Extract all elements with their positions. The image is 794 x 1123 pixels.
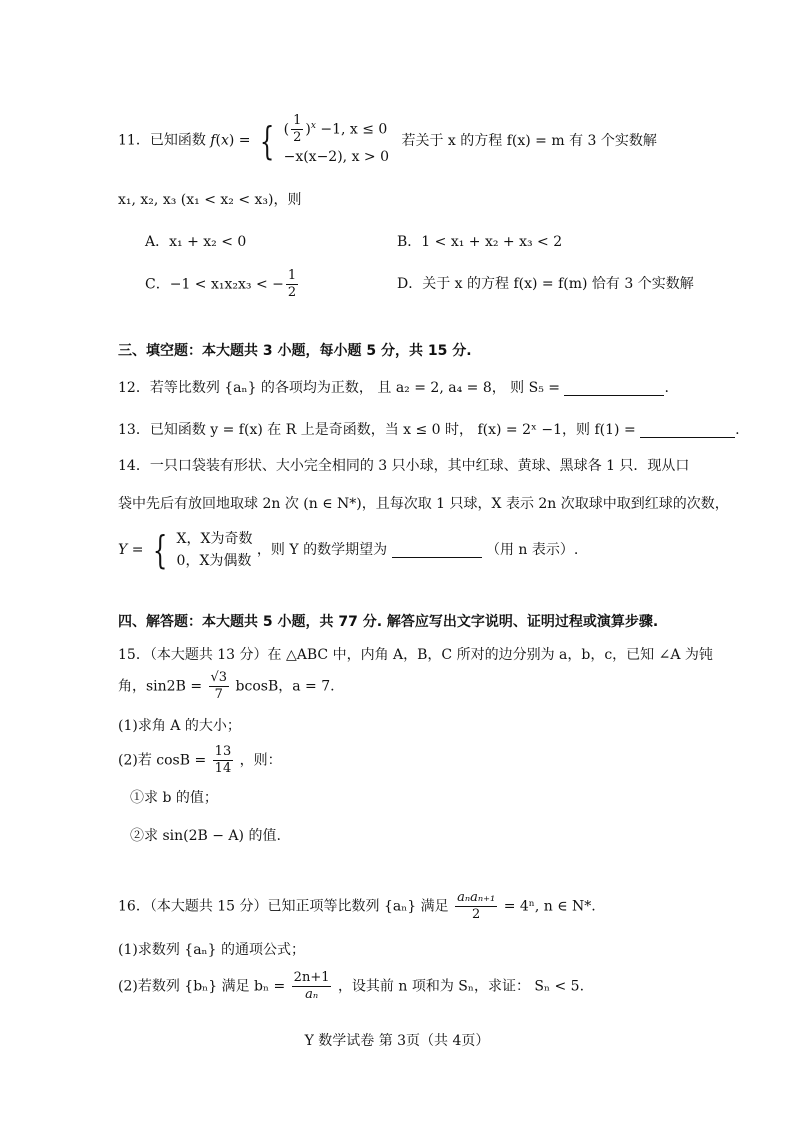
section-3-heading: 三、填空题：本大题共 3 小题，每小题 5 分，共 15 分. <box>118 343 472 359</box>
question-15-sub1: ①求 b 的值； <box>130 790 218 806</box>
question-16-part1: (1)求数列 {aₙ} 的通项公式； <box>118 942 305 958</box>
option-c: C．−1 < x₁x₂x₃ < − $\frac{1}{2}$ <box>145 268 297 300</box>
question-15-line2: 角，sin2B = $\frac{√3}{7}$ bcosB，a = 7. <box>118 670 335 702</box>
question-11-line2: x₁, x₂, x₃ (x₁ < x₂ < x₃)，则 <box>118 192 302 208</box>
page-footer: Y 数学试卷 第 3页（共 4页） <box>304 1033 490 1049</box>
question-13: 13．已知函数 y = f(x) 在 R 上是奇函数，当 x ≤ 0 时， f(x) = 2ˣ −1，则 f(1) = . <box>118 422 740 438</box>
option-b: B．1 < x₁ + x₂ + x₃ < 2 <box>397 234 563 250</box>
option-d: D．关于 x 的方程 f(x) = f(m) 恰有 3 个实数解 <box>397 276 694 292</box>
section-4-heading: 四、解答题：本大题共 5 小题，共 77 分. 解答应写出文字说明、证明过程或演算步骤. <box>118 614 659 630</box>
question-14-line3: Y = { X，X为奇数 0，X为偶数 ，则 Y 的数学期望为 （用 n 表示）. <box>118 528 579 572</box>
question-15-line1: 15．（本大题共 13 分）在 △ABC 中，内角 A，B，C 所对的边分别为 a，b，c，已知 ∠A 为钝 <box>118 647 713 663</box>
question-12: 12．若等比数列 {aₙ} 的各项均为正数， 且 a₂ = 2, a₄ = 8， 则 S₅ = . <box>118 380 669 396</box>
question-14-line2: 袋中先后有放回地取球 2n 次 (n ∈ N*)，且每次取 1 只球，X 表示 2n 次取球中取到红球的次数， <box>118 496 729 512</box>
answer-blank <box>392 543 482 558</box>
question-16-part2: (2)若数列 {bₙ} 满足 bₙ = $\frac{2n+1}{\text{aₙ}}$ ，设其前 n 项和为 Sₙ，求证： Sₙ < 5. <box>118 970 585 1002</box>
piecewise-cases: ( $\frac{1}{2}$ )$^x$ −1, x ≤ 0 −x(x−2), x > 0 <box>283 113 390 165</box>
question-11: 11．已知函数 f(x) = { ( $\frac{1}{2}$ )$^x$ −1, x ≤ 0 −x(x−2), x > 0 若关于 x 的方程 f(x) = m 有 3 个实数解 <box>118 113 657 163</box>
question-15-part2: (2)若 cosB = $\frac{13}{14}$ ，则： <box>118 744 282 776</box>
answer-blank <box>564 381 664 396</box>
question-15-sub2: ②求 sin(2B − A) 的值. <box>130 828 281 844</box>
option-a: A．x₁ + x₂ < 0 <box>145 234 247 250</box>
question-16-line1: 16．（本大题共 15 分）已知正项等比数列 {aₙ} 满足 $\frac{\text{aₙaₙ₊₁}}{2}$ = 4ⁿ, n ∈ N*. <box>118 890 596 922</box>
piecewise-brace: { <box>259 118 275 163</box>
answer-blank <box>640 423 735 438</box>
question-14-line1: 14．一只口袋装有形状、大小完全相同的 3 只小球，其中红球、黄球、黑球各 1 只．现从口 <box>118 458 690 474</box>
question-15-part1: (1)求角 A 的大小； <box>118 718 241 734</box>
